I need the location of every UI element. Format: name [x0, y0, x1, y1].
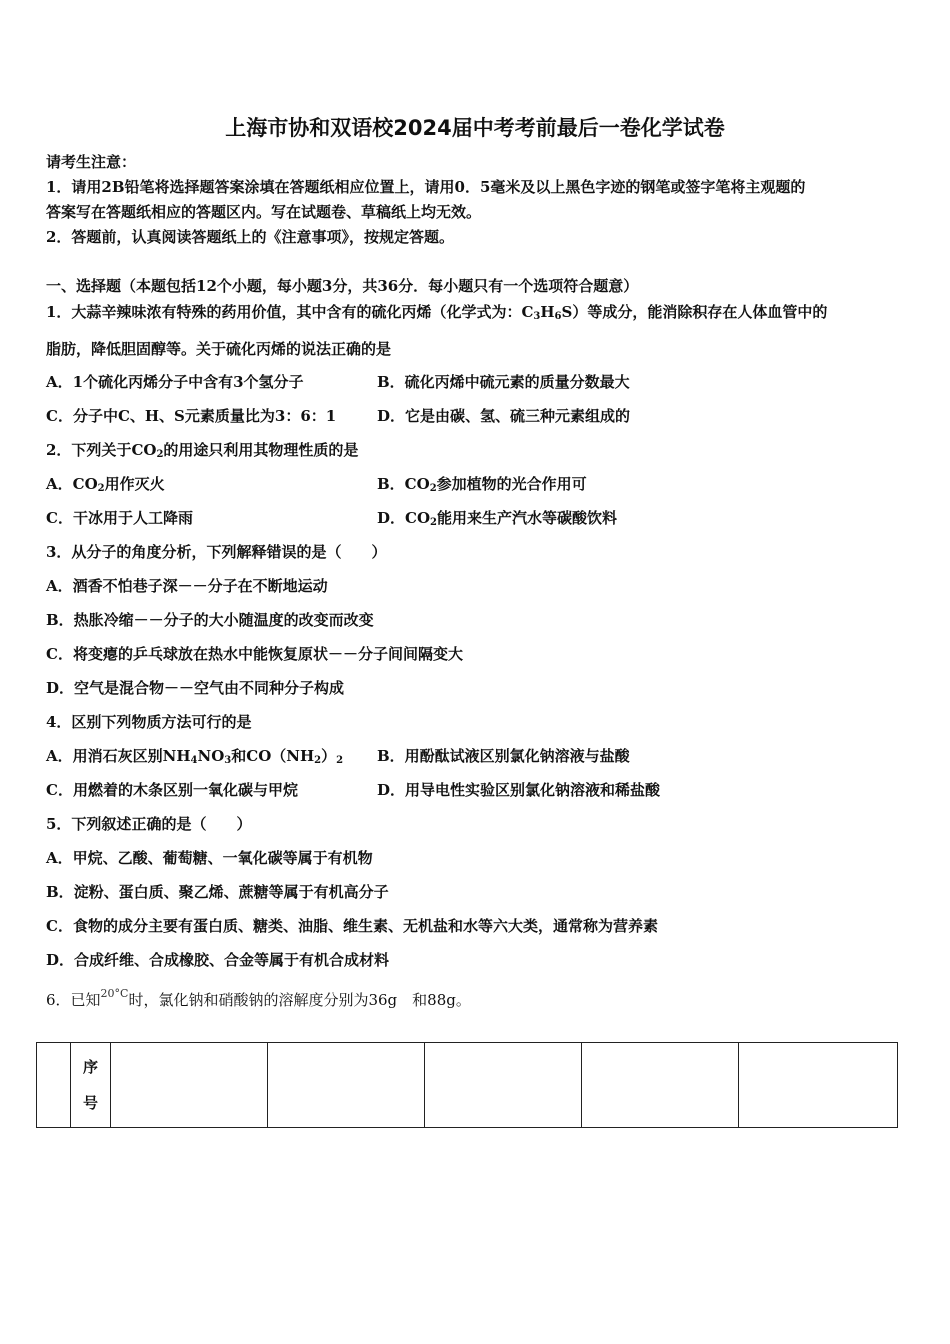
q2-stem: 2．下列关于$CO_2$的用途只利用其物理性质的是 — [46, 441, 359, 460]
q5-option-d: D．合成纤维、合成橡胶、合金等属于有机合成材料 — [46, 951, 390, 969]
q1-option-b: B．硫化丙烯中硫元素的质量分数最大 — [377, 373, 630, 391]
section-heading: 一、选择题（本题包括12个小题，每小题3分，共36分．每小题只有一个选项符合题意） — [46, 277, 639, 295]
q2-option-a: A．$CO_2$用作灭火 — [46, 475, 165, 494]
table-cell — [425, 1043, 582, 1128]
temperature-label: 20°C — [100, 987, 129, 1000]
table-cell — [268, 1043, 425, 1128]
q2-option-c: C．干冰用于人工降雨 — [46, 509, 193, 527]
table-header-seq: 序 号 — [71, 1043, 111, 1128]
q5-stem: 5．下列叙述正确的是（ ） — [46, 815, 252, 833]
notice-item-1a: 1．请用2B铅笔将选择题答案涂填在答题纸相应位置上，请用0．5毫米及以上黑色字迹的钢笔或签字笔将主观题的 — [46, 178, 806, 196]
notice-item-1b: 答案写在答题纸相应的答题区内。写在试题卷、草稿纸上均无效。 — [46, 203, 482, 221]
page-title: 上海市协和双语校2024届中考考前最后一卷化学试卷 — [225, 116, 725, 140]
data-table — [36, 1042, 898, 1128]
q4-option-d: D．用导电性实验区别氯化钠溶液和稀盐酸 — [377, 781, 661, 799]
q1-stem-line2: 脂肪，降低胆固醇等。关于硫化丙烯的说法正确的是 — [46, 340, 392, 358]
q3-option-a: A．酒香不怕巷子深－－分子在不断地运动 — [46, 577, 328, 595]
q4-option-a: A．用消石灰区别$NH_4NO_3$和$CO(NH_2)_2$ — [46, 747, 344, 766]
notice-heading: 请考生注意： — [46, 153, 137, 171]
table-cell — [582, 1043, 739, 1128]
q3-option-c: C．将变瘪的乒乓球放在热水中能恢复原状－－分子间间隔变大 — [46, 645, 463, 663]
q3-stem: 3．从分子的角度分析，下列解释错误的是（ ） — [46, 543, 387, 561]
q6-stem: 6．已知$^{20^\circ C}$时，氯化钠和硝酸钠的溶解度分别为36g 和88g。 — [46, 987, 471, 1009]
q1-option-c: C．分子中C、H、S元素质量比为3：6：1 — [46, 407, 337, 425]
notice-item-2: 2．答题前，认真阅读答题纸上的《注意事项》，按规定答题。 — [46, 228, 454, 246]
q4-option-b: B．用酚酞试液区别氯化钠溶液与盐酸 — [377, 747, 630, 765]
table-cell-blank — [37, 1043, 71, 1128]
q5-option-a: A．甲烷、乙酸、葡萄糖、一氧化碳等属于有机物 — [46, 849, 373, 867]
table-cell — [739, 1043, 898, 1128]
q5-option-b: B．淀粉、蛋白质、聚乙烯、蔗糖等属于有机高分子 — [46, 883, 389, 901]
q1-stem-line1: 1．大蒜辛辣味浓有特殊的药用价值，其中含有的硫化丙烯（化学式为：$C_3H_6S$）等成分，能消除积存在人体血管中的 — [46, 303, 828, 322]
q1-option-a: A．1个硫化丙烯分子中含有3个氢分子 — [46, 373, 304, 391]
q3-option-d: D．空气是混合物－－空气由不同种分子构成 — [46, 679, 345, 697]
q3-option-b: B．热胀冷缩－－分子的大小随温度的改变而改变 — [46, 611, 374, 629]
q4-stem: 4．区别下列物质方法可行的是 — [46, 713, 252, 731]
q2-option-d: D．$CO_2$能用来生产汽水等碳酸饮料 — [377, 509, 617, 528]
q5-option-c: C．食物的成分主要有蛋白质、糖类、油脂、维生素、无机盐和水等六大类，通常称为营养素 — [46, 917, 658, 935]
q1-option-d: D．它是由碳、氢、硫三种元素组成的 — [377, 407, 631, 425]
q2-option-b: B．$CO_2$参加植物的光合作用可 — [377, 475, 587, 494]
table-cell — [111, 1043, 268, 1128]
q4-option-c: C．用燃着的木条区别一氧化碳与甲烷 — [46, 781, 298, 799]
